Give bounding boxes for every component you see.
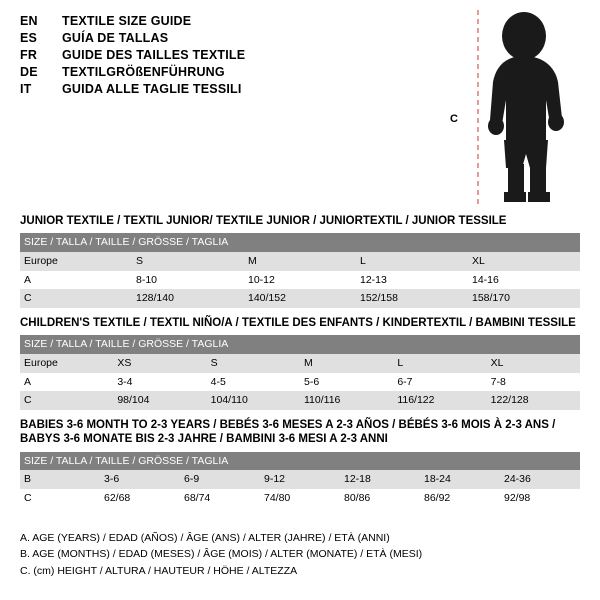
table-header-label: SIZE / TALLA / TAILLE / GRÖSSE / TAGLIA bbox=[20, 452, 580, 471]
table-row bbox=[20, 470, 580, 489]
header-row bbox=[20, 48, 440, 62]
cell: 24-36 bbox=[500, 470, 580, 489]
cell: 62/68 bbox=[100, 489, 180, 508]
row-label: C bbox=[20, 391, 113, 410]
section-title: JUNIOR TEXTILE / TEXTIL JUNIOR/ TEXTILE JUNIOR / JUNIORTEXTIL / JUNIOR TESSILE bbox=[20, 215, 507, 227]
cell: 12-18 bbox=[340, 470, 420, 489]
cell: 122/128 bbox=[487, 391, 580, 410]
junior-size-table bbox=[20, 233, 580, 307]
header-row bbox=[20, 82, 440, 96]
cell: XL bbox=[468, 252, 580, 271]
table-header-row bbox=[20, 452, 580, 471]
cell: L bbox=[393, 354, 486, 373]
legend-block bbox=[20, 530, 580, 579]
section-babies bbox=[20, 418, 580, 508]
cell: 98/104 bbox=[113, 391, 206, 410]
child-silhouette-figure bbox=[450, 8, 590, 208]
cell: 6-7 bbox=[393, 373, 486, 392]
table-header-label: SIZE / TALLA / TAILLE / GRÖSSE / TAGLIA bbox=[20, 335, 580, 354]
table-row bbox=[20, 271, 580, 290]
cell: 68/74 bbox=[180, 489, 260, 508]
header-title-text: TEXTILGRÖßENFÜHRUNG bbox=[62, 65, 225, 79]
cell: 86/92 bbox=[420, 489, 500, 508]
cell: 80/86 bbox=[340, 489, 420, 508]
cell: 9-12 bbox=[260, 470, 340, 489]
cell: XS bbox=[113, 354, 206, 373]
babies-size-table bbox=[20, 452, 580, 508]
cell: 152/158 bbox=[356, 289, 468, 308]
cell: XL bbox=[487, 354, 580, 373]
table-row bbox=[20, 489, 580, 508]
row-label: C bbox=[20, 289, 132, 308]
toddler-silhouette-icon bbox=[450, 8, 590, 208]
cell: 8-10 bbox=[132, 271, 244, 290]
cell: 6-9 bbox=[180, 470, 260, 489]
header-lang-code: FR bbox=[20, 48, 38, 62]
header-row bbox=[20, 65, 440, 79]
table-row bbox=[20, 252, 580, 271]
table-row bbox=[20, 354, 580, 373]
legend-line-c: C. (cm) HEIGHT / ALTURA / HAUTEUR / HÖHE / ALTEZZA bbox=[20, 564, 298, 577]
cell: S bbox=[132, 252, 244, 271]
cell: 10-12 bbox=[244, 271, 356, 290]
cell: 140/152 bbox=[244, 289, 356, 308]
header-row bbox=[20, 14, 440, 28]
cell: 74/80 bbox=[260, 489, 340, 508]
cell: 92/98 bbox=[500, 489, 580, 508]
cell: 3-4 bbox=[113, 373, 206, 392]
cell: 18-24 bbox=[420, 470, 500, 489]
table-header-label: SIZE / TALLA / TAILLE / GRÖSSE / TAGLIA bbox=[20, 233, 580, 252]
cell: 104/110 bbox=[207, 391, 300, 410]
cell: 4-5 bbox=[207, 373, 300, 392]
cell: 12-13 bbox=[356, 271, 468, 290]
row-label: Europe bbox=[20, 354, 113, 373]
section-title: BABIES 3-6 MONTH TO 2-3 YEARS / BEBÉS 3-6 MESES A 2-3 AÑOS / BÉBÉS 3-6 MOIS À 2-3 ANS / BABYS 3-6 MONATE BIS 2-3 JAHRE / BAMBINI 3-6 MESI A 2-3 ANNI bbox=[20, 419, 556, 446]
header-title-text: GUIDA ALLE TAGLIE TESSILI bbox=[62, 82, 242, 96]
cell: 7-8 bbox=[487, 373, 580, 392]
legend-line-a: A. AGE (YEARS) / EDAD (AÑOS) / ÂGE (ANS) / ALTER (JAHRE) / ETÀ (ANNI) bbox=[20, 532, 390, 544]
header-lang-code: EN bbox=[20, 14, 38, 28]
cell: 128/140 bbox=[132, 289, 244, 308]
cell: L bbox=[356, 252, 468, 271]
header-title-text: GUÍA DE TALLAS bbox=[62, 31, 169, 45]
header-title-text: TEXTILE SIZE GUIDE bbox=[62, 14, 192, 28]
section-junior bbox=[20, 214, 580, 308]
legend-line-b: B. AGE (MONTHS) / EDAD (MESES) / ÂGE (MOIS) / ALTER (MONATE) / ETÀ (MESI) bbox=[20, 548, 423, 561]
cell: 14-16 bbox=[468, 271, 580, 290]
row-label: Europe bbox=[20, 252, 132, 271]
header-lang-code: ES bbox=[20, 31, 38, 45]
row-label: A bbox=[20, 271, 132, 290]
children-size-table bbox=[20, 335, 580, 409]
section-children bbox=[20, 316, 580, 410]
height-measure-label: C bbox=[450, 113, 458, 125]
header-row bbox=[20, 31, 440, 45]
cell: S bbox=[207, 354, 300, 373]
cell: M bbox=[300, 354, 393, 373]
cell: M bbox=[244, 252, 356, 271]
row-label: A bbox=[20, 373, 113, 392]
cell: 116/122 bbox=[393, 391, 486, 410]
row-label: B bbox=[20, 470, 100, 489]
cell: 3-6 bbox=[100, 470, 180, 489]
table-row bbox=[20, 373, 580, 392]
row-label: C bbox=[20, 489, 100, 508]
cell: 110/116 bbox=[300, 391, 393, 410]
table-row bbox=[20, 391, 580, 410]
table-header-row bbox=[20, 233, 580, 252]
header-title-text: GUIDE DES TAILLES TEXTILE bbox=[62, 48, 246, 62]
header-lang-code: DE bbox=[20, 65, 38, 79]
header-lang-code: IT bbox=[20, 82, 32, 96]
header-block bbox=[20, 14, 440, 99]
section-title: CHILDREN'S TEXTILE / TEXTIL NIÑO/A / TEXTILE DES ENFANTS / KINDERTEXTIL / BAMBINI TESSILE bbox=[20, 317, 576, 329]
cell: 158/170 bbox=[468, 289, 580, 308]
cell: 5-6 bbox=[300, 373, 393, 392]
table-row bbox=[20, 289, 580, 308]
table-header-row bbox=[20, 335, 580, 354]
